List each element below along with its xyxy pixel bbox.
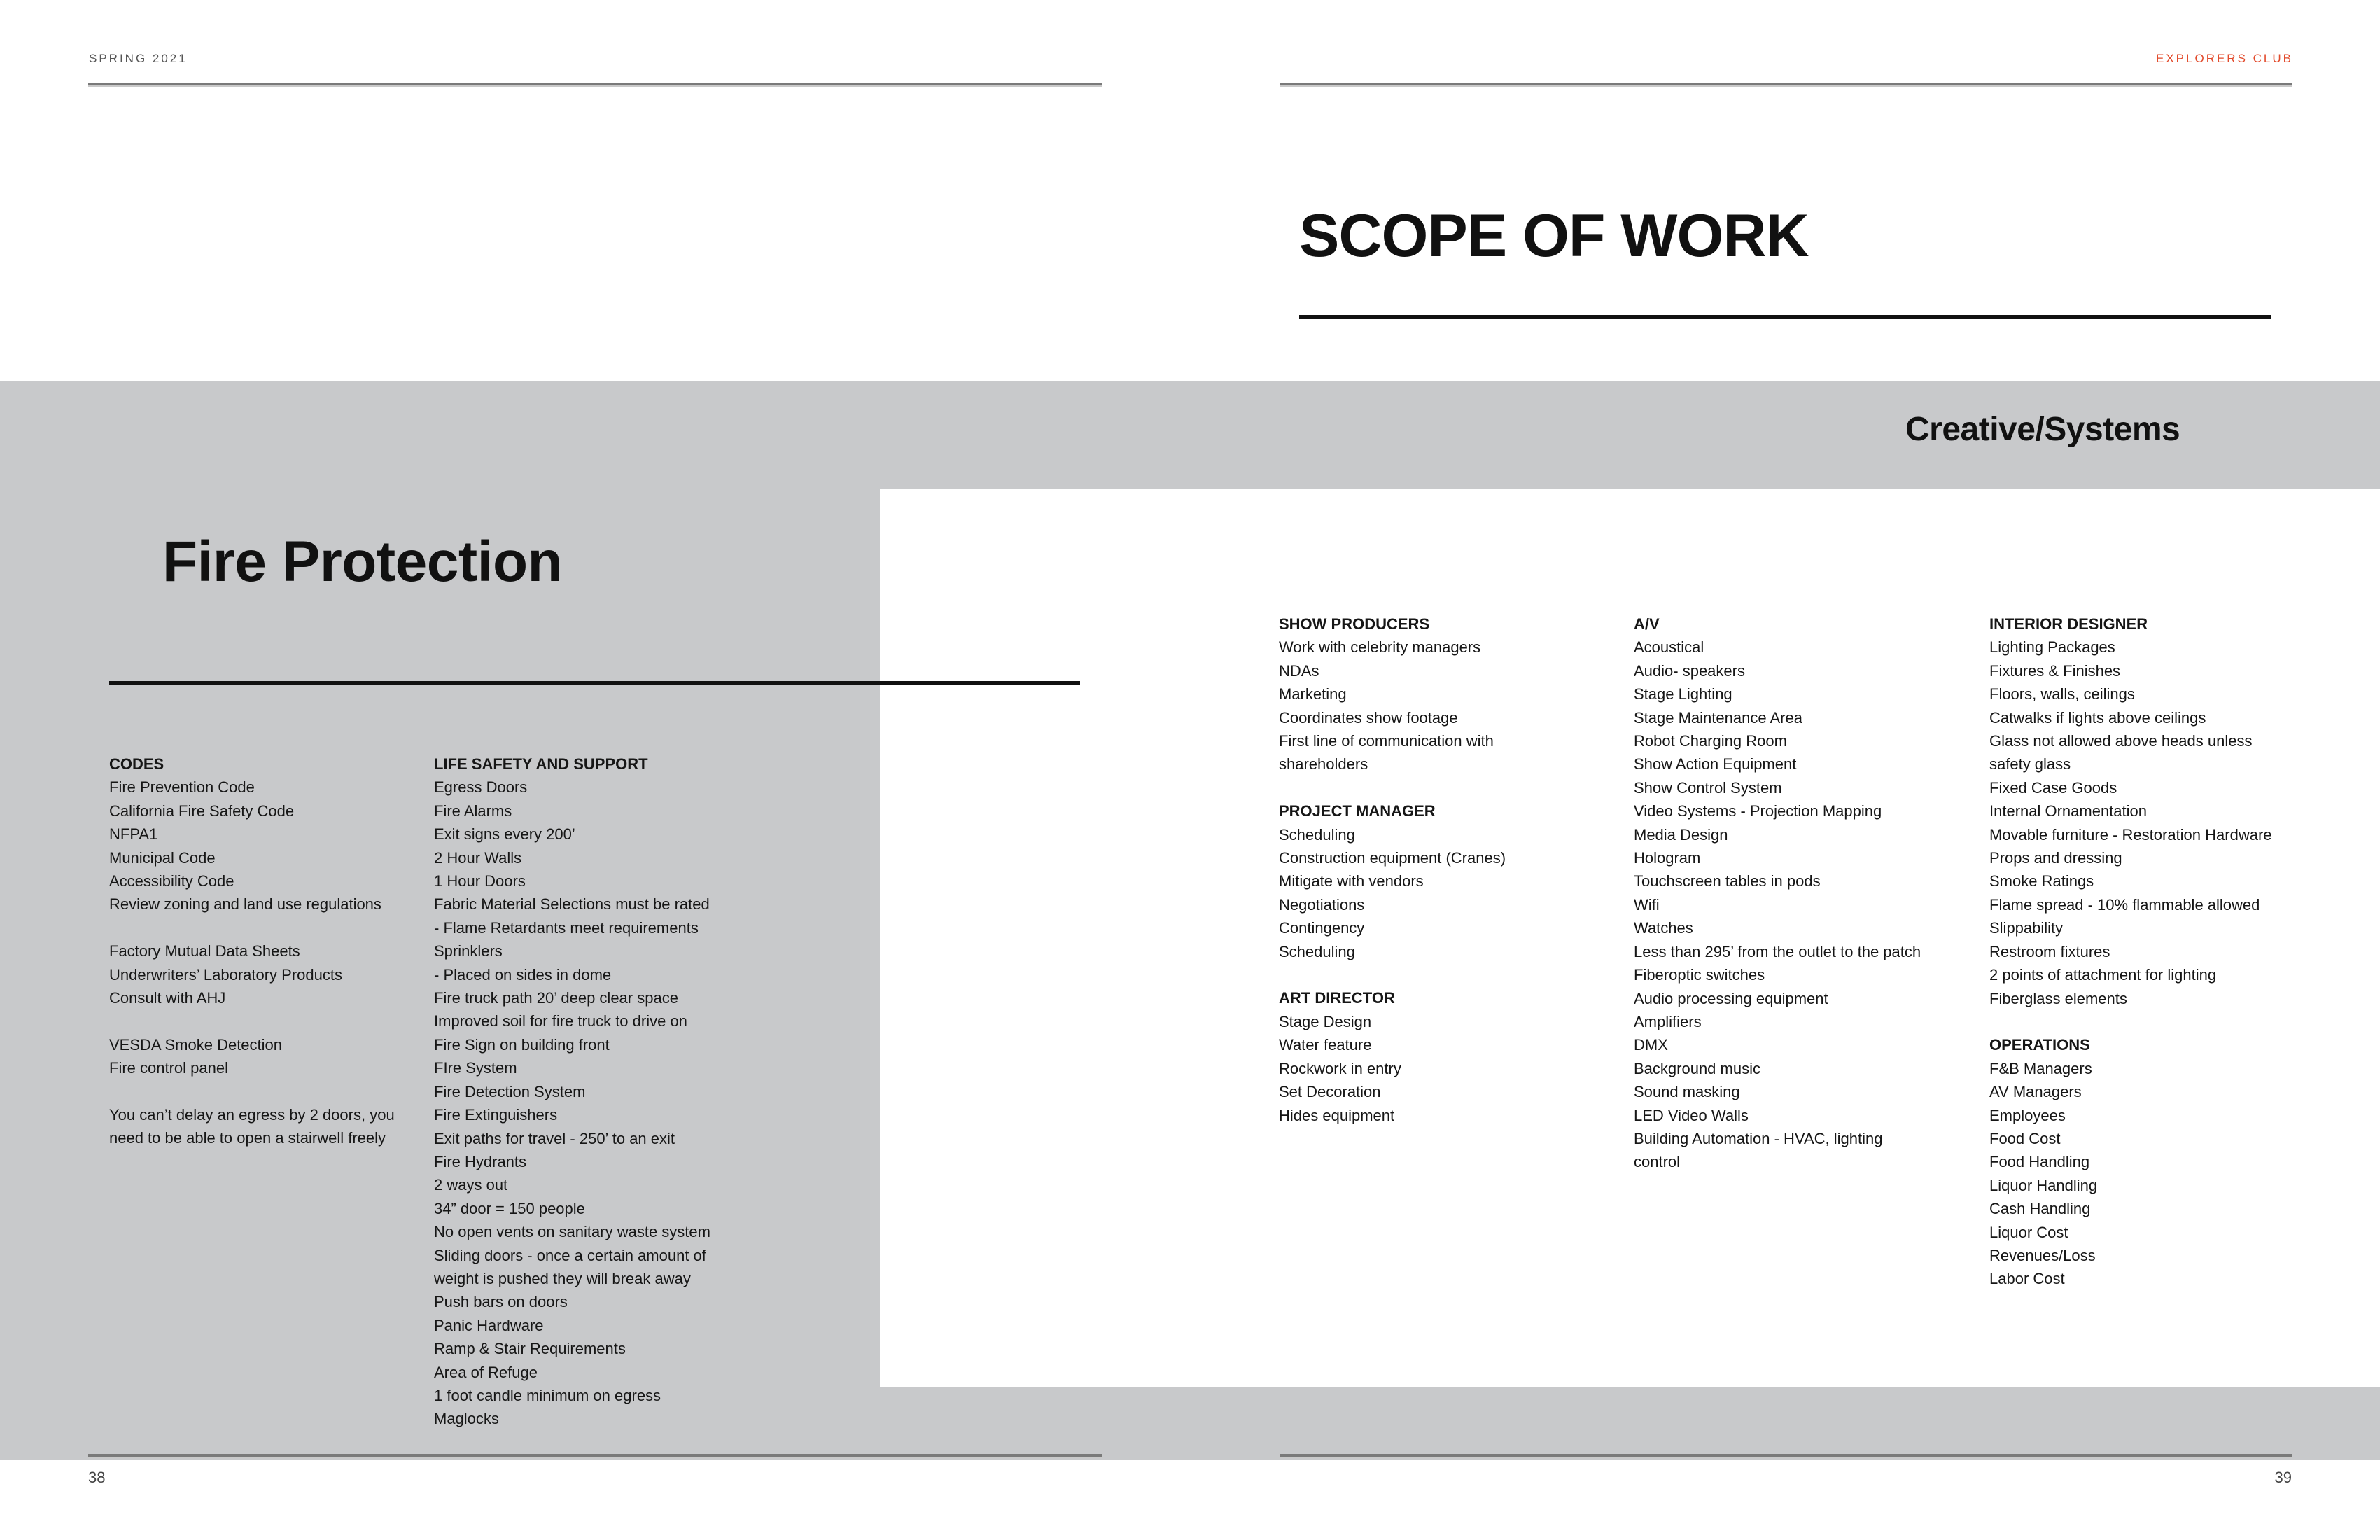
spacer — [109, 1009, 395, 1032]
list-item: Fire Hydrants — [434, 1152, 527, 1170]
list-item: Egress Doors — [434, 778, 528, 797]
list-item: Set Decoration — [1279, 1083, 1381, 1101]
spacer — [1279, 776, 1506, 799]
list-item: shareholders — [1279, 755, 1368, 774]
list-item: DMX — [1634, 1036, 1668, 1054]
list-item: Mitigate with vendors — [1279, 872, 1424, 890]
list-item: Building Automation - HVAC, lighting — [1634, 1129, 1883, 1147]
list-item: control — [1634, 1153, 1681, 1171]
publication-label: EXPLORERS CLUB — [2156, 52, 2293, 65]
list-item: Glass not allowed above heads unless — [1989, 732, 2253, 750]
list-item: Exit paths for travel - 250’ to an exit — [434, 1129, 676, 1147]
list-item: Water feature — [1279, 1036, 1372, 1054]
bottom-rule-right — [1280, 1454, 2292, 1458]
fire-section-title: Fire Protection — [162, 530, 563, 594]
group-heading: OPERATIONS — [1989, 1036, 2090, 1054]
list-item: FIre System — [434, 1059, 517, 1077]
list-item: Robot Charging Room — [1634, 732, 1787, 750]
list-item: Lighting Packages — [1989, 638, 2115, 657]
list-item: Fire Sign on building front — [434, 1035, 610, 1054]
issue-label: SPRING 2021 — [89, 52, 188, 65]
list-item: Background music — [1634, 1059, 1760, 1077]
list-item: Hides equipment — [1279, 1106, 1395, 1124]
list-item: Fabric Material Selections must be rated — [434, 895, 710, 913]
list-item: Push bars on doors — [434, 1293, 568, 1311]
list-item: Movable furniture - Restoration Hardware — [1989, 825, 2272, 844]
list-item: Labor Cost — [1989, 1270, 2065, 1288]
spacer — [109, 916, 395, 939]
list-item: Watches — [1634, 919, 1693, 937]
list-item: need to be able to open a stairwell freely — [109, 1129, 386, 1147]
list-item: Acoustical — [1634, 638, 1704, 657]
list-item: Video Systems - Projection Mapping — [1634, 802, 1882, 820]
list-item: Props and dressing — [1989, 849, 2122, 867]
list-item: Restroom fixtures — [1989, 942, 2110, 960]
group-heading: ART DIRECTOR — [1279, 989, 1395, 1007]
list-item: Stage Lighting — [1634, 685, 1732, 704]
list-item: Touchscreen tables in pods — [1634, 872, 1821, 890]
list-item: Food Cost — [1989, 1129, 2061, 1147]
list-item: Audio processing equipment — [1634, 989, 1828, 1007]
list-item: You can’t delay an egress by 2 doors, you — [109, 1106, 395, 1124]
list-item: Hologram — [1634, 849, 1701, 867]
list-item: 1 Hour Doors — [434, 872, 526, 890]
fire-title-underline — [109, 681, 1080, 685]
list-item: Fire Alarms — [434, 802, 512, 820]
list-item: Food Handling — [1989, 1153, 2090, 1171]
list-item: Amplifiers — [1634, 1012, 1702, 1030]
list-item: Consult with AHJ — [109, 989, 226, 1007]
list-item: Fixed Case Goods — [1989, 778, 2118, 797]
life-safety-column — [434, 752, 710, 1431]
list-item: Show Action Equipment — [1634, 755, 1797, 774]
list-item: Factory Mutual Data Sheets — [109, 942, 300, 960]
list-item: No open vents on sanitary waste system — [434, 1223, 710, 1241]
list-item: 34” door = 150 people — [434, 1199, 585, 1217]
list-item: Marketing — [1279, 685, 1347, 704]
creative-column-3 — [1989, 612, 2272, 1291]
list-item: NDAs — [1279, 662, 1320, 680]
list-item: Maglocks — [434, 1410, 499, 1428]
list-item: Employees — [1989, 1106, 2066, 1124]
list-item: Fiberglass elements — [1989, 989, 2127, 1007]
list-item: weight is pushed they will break away — [434, 1269, 691, 1287]
list-item: Improved soil for fire truck to drive on — [434, 1012, 687, 1030]
list-item: Sprinklers — [434, 942, 503, 960]
life-safety-heading: LIFE SAFETY AND SUPPORT — [434, 755, 648, 773]
list-item: Scheduling — [1279, 825, 1355, 844]
group-heading: A/V — [1634, 615, 1660, 633]
codes-heading: CODES — [109, 755, 164, 773]
list-item: Sliding doors - once a certain amount of — [434, 1246, 706, 1264]
list-item: Catwalks if lights above ceilings — [1989, 708, 2206, 727]
list-item: F&B Managers — [1989, 1059, 2092, 1077]
list-item: Rockwork in entry — [1279, 1059, 1401, 1077]
group-heading: SHOW PRODUCERS — [1279, 615, 1430, 633]
list-item: Cash Handling — [1989, 1200, 2091, 1218]
list-item: Media Design — [1634, 825, 1728, 844]
list-item: First line of communication with — [1279, 732, 1494, 750]
list-item: Contingency — [1279, 919, 1365, 937]
list-item: Fixtures & Finishes — [1989, 662, 2121, 680]
list-item: Underwriters’ Laboratory Products — [109, 965, 342, 983]
list-item: Fiberoptic switches — [1634, 966, 1765, 984]
page-number-right: 39 — [2274, 1469, 2292, 1486]
creative-section-title: Creative/Systems — [1905, 411, 2180, 448]
list-item: Fire Detection System — [434, 1082, 586, 1100]
list-item: - Placed on sides in dome — [434, 965, 612, 983]
list-item: Stage Design — [1279, 1012, 1372, 1030]
spacer — [1279, 963, 1506, 986]
list-item: VESDA Smoke Detection — [109, 1035, 283, 1054]
spacer — [1989, 1010, 2272, 1033]
list-item: 2 Hour Walls — [434, 848, 522, 867]
list-item: Construction equipment (Cranes) — [1279, 849, 1506, 867]
list-item: Audio- speakers — [1634, 662, 1745, 680]
list-item: Ramp & Stair Requirements — [434, 1340, 626, 1358]
top-rule-right — [1280, 83, 2292, 87]
list-item: Liquor Handling — [1989, 1176, 2098, 1194]
list-item: Wifi — [1634, 895, 1660, 913]
list-item: Work with celebrity managers — [1279, 638, 1481, 657]
list-item: Scheduling — [1279, 942, 1355, 960]
group-heading: INTERIOR DESIGNER — [1989, 615, 2148, 633]
group-heading: PROJECT MANAGER — [1279, 802, 1436, 820]
list-item: 2 points of attachment for lighting — [1989, 966, 2217, 984]
top-rule-left — [88, 83, 1102, 87]
list-item: Liquor Cost — [1989, 1223, 2068, 1241]
list-item: Show Control System — [1634, 778, 1782, 797]
list-item: 1 foot candle minimum on egress — [434, 1386, 662, 1404]
list-item: Slippability — [1989, 919, 2064, 937]
codes-column — [109, 752, 395, 1150]
list-item: Fire Extinguishers — [434, 1106, 558, 1124]
list-item: Coordinates show footage — [1279, 708, 1458, 727]
creative-column-1 — [1279, 612, 1506, 1127]
list-item: Area of Refuge — [434, 1363, 538, 1381]
list-item: - Flame Retardants meet requirements — [434, 918, 699, 937]
list-item: Exit signs every 200’ — [434, 825, 575, 844]
creative-column-2 — [1634, 612, 1921, 1174]
list-item: LED Video Walls — [1634, 1106, 1749, 1124]
list-item: Fire truck path 20’ deep clear space — [434, 989, 678, 1007]
list-item: California Fire Safety Code — [109, 802, 295, 820]
list-item: Accessibility Code — [109, 872, 234, 890]
list-item: AV Managers — [1989, 1083, 2082, 1101]
list-item: Flame spread - 10% flammable allowed — [1989, 895, 2260, 913]
list-item: Internal Ornamentation — [1989, 802, 2148, 820]
list-item: Smoke Ratings — [1989, 872, 2094, 890]
list-item: Stage Maintenance Area — [1634, 708, 1802, 727]
list-item: Fire Prevention Code — [109, 778, 255, 797]
list-item: Fire control panel — [109, 1059, 228, 1077]
list-item: Floors, walls, ceilings — [1989, 685, 2135, 704]
page-number-left: 38 — [88, 1469, 106, 1486]
spacer — [109, 1080, 395, 1103]
list-item: NFPA1 — [109, 825, 158, 844]
page-title: SCOPE OF WORK — [1299, 202, 1809, 270]
list-item: Review zoning and land use regulations — [109, 895, 382, 913]
list-item: Less than 295’ from the outlet to the patch — [1634, 942, 1921, 960]
list-item: safety glass — [1989, 755, 2071, 774]
bottom-rule-left — [88, 1454, 1102, 1458]
list-item: Negotiations — [1279, 895, 1365, 913]
title-underline — [1299, 315, 2271, 319]
list-item: Municipal Code — [109, 848, 216, 867]
list-item: Sound masking — [1634, 1083, 1740, 1101]
list-item: 2 ways out — [434, 1176, 508, 1194]
list-item: Revenues/Loss — [1989, 1246, 2096, 1264]
list-item: Panic Hardware — [434, 1316, 544, 1334]
